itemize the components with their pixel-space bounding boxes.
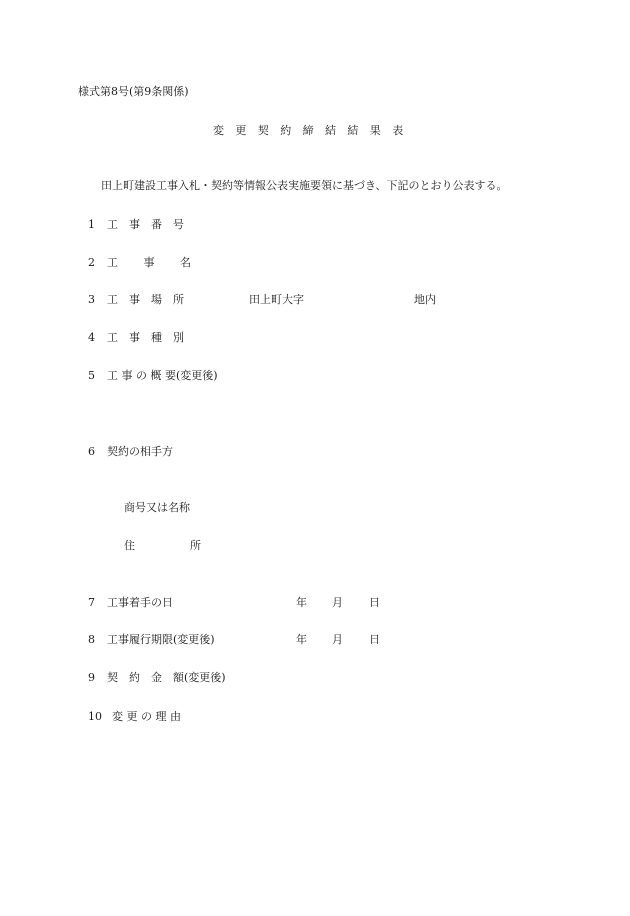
item-label-construction-summary: 工 事 の 概 要(変更後): [107, 369, 218, 382]
item-label-construction-name: 工 事 名: [107, 256, 191, 269]
item-number: 8: [88, 633, 95, 646]
date-month-unit: 月: [332, 596, 343, 609]
intro-text: 田上町建設工事入札・契約等情報公表実施要領に基づき、下記のとおり公表する。: [101, 179, 508, 192]
contractor-name-label: 商号又は名称: [124, 501, 190, 514]
item-label-contract-amount: 契 約 金 額(変更後): [107, 671, 226, 684]
item-number: 2: [88, 256, 95, 269]
document-title: 変 更 契 約 締 結 結 果 表: [213, 124, 404, 137]
item-label-construction-type: 工 事 種 別: [107, 331, 184, 344]
item-label-construction-site: 工 事 場 所: [107, 293, 184, 306]
site-suffix: 地内: [414, 293, 436, 306]
item-number: 7: [88, 596, 95, 609]
item-number: 4: [88, 331, 95, 344]
item-label-start-date: 工事着手の日: [107, 596, 173, 609]
site-prefix: 田上町大字: [249, 293, 304, 306]
item-label-contractor: 契約の相手方: [107, 445, 173, 458]
item-label-change-reason: 変 更 の 理 由: [112, 710, 181, 723]
form-reference: 様式第8号(第9条関係): [78, 85, 189, 98]
date-day-unit: 日: [369, 596, 380, 609]
item-number: 3: [88, 293, 95, 306]
item-label-completion-deadline: 工事履行期限(変更後): [107, 633, 215, 646]
contractor-address-label: 住 所: [124, 539, 201, 552]
date-month-unit: 月: [332, 633, 343, 646]
item-number: 6: [88, 445, 95, 458]
item-number: 9: [88, 671, 95, 684]
date-year-unit: 年: [296, 633, 307, 646]
item-number: 1: [88, 218, 95, 231]
item-label-construction-number: 工 事 番 号: [107, 218, 184, 231]
date-day-unit: 日: [369, 633, 380, 646]
date-year-unit: 年: [296, 596, 307, 609]
item-number: 5: [88, 369, 95, 382]
item-number: 10: [88, 710, 102, 723]
